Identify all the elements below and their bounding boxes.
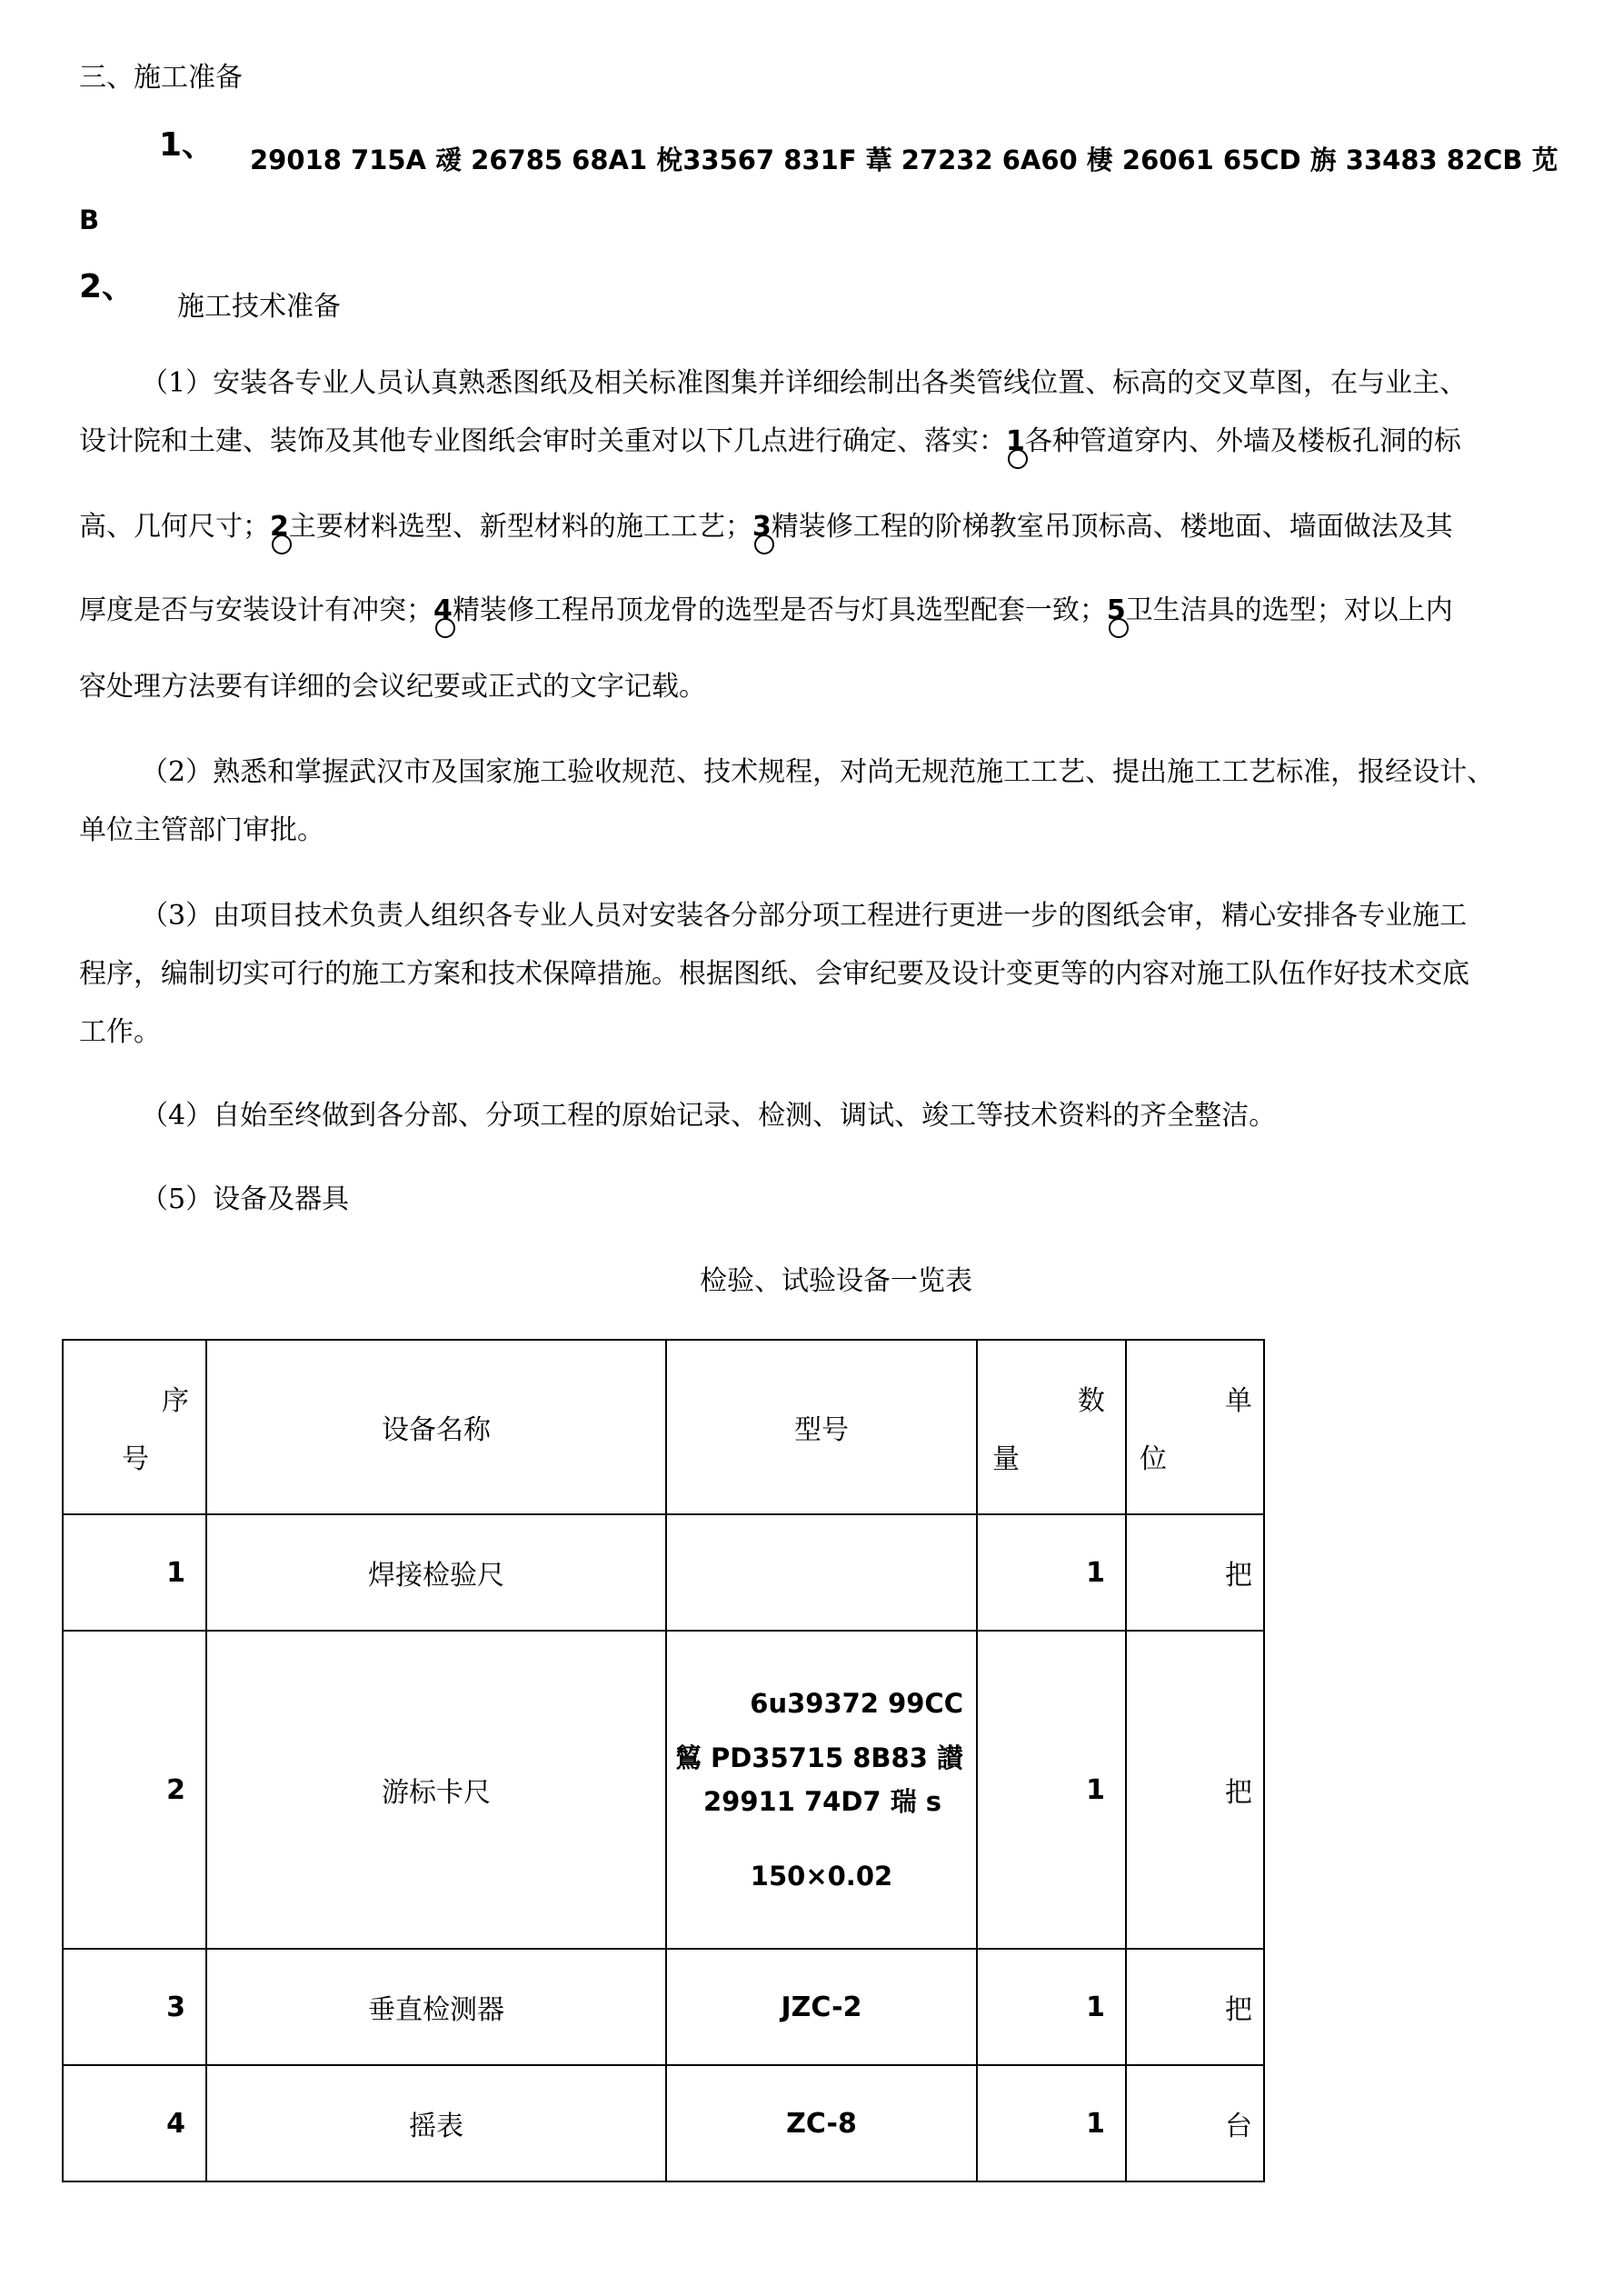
row-unit: 把	[1126, 1949, 1264, 2065]
row-unit: 把	[1126, 1514, 1264, 1631]
header-unit-line-1: 单	[1225, 1385, 1252, 1417]
paragraph-1-line-1: （1）安装各专业人员认真熟悉图纸及相关标准图集并详细绘制出各类管线位置、标高的交叉草图，在与业主、	[141, 367, 1468, 399]
paragraph-1-line-4	[79, 593, 1453, 629]
circled-number-2: 2	[270, 509, 289, 545]
row-model	[666, 1631, 977, 1949]
row-seq: 2	[63, 1631, 206, 1949]
table-caption: 检验、试验设备一览表	[700, 1265, 972, 1297]
paragraph-1-line-5: 容处理方法要有详细的会议纪要或正式的文字记载。	[79, 671, 706, 703]
paragraph-2-line-1: （2）熟悉和掌握武汉市及国家施工验收规范、技术规程，对尚无规范施工工艺、提出施工工艺标准，报经设计、	[141, 756, 1495, 788]
item-2-title: 施工技术准备	[177, 291, 341, 323]
header-name: 设备名称	[206, 1340, 666, 1514]
item-1-number: 1、	[159, 126, 215, 164]
header-seq	[63, 1340, 206, 1514]
table-row	[63, 2065, 1264, 2181]
header-unit-line-2: 位	[1140, 1443, 1167, 1475]
row-name: 摇表	[206, 2065, 666, 2181]
paragraph-4: （4）自始至终做到各分部、分项工程的原始记录、检测、调试、竣工等技术资料的齐全整洁。	[141, 1100, 1277, 1132]
row-name: 焊接检验尺	[206, 1514, 666, 1631]
circled-number-5: 5	[1107, 593, 1126, 629]
paragraph-1-text: 设计院和土建、装饰及其他专业图纸会审时关重对以下几点进行确定、落实：	[79, 425, 1006, 457]
section-title: 三、施工准备	[79, 62, 243, 94]
model-line: 6u39372 99CC	[750, 1688, 963, 1719]
table-row	[63, 1631, 1264, 1949]
header-qty-line-1: 数	[1078, 1385, 1105, 1417]
paragraph-1-line-2	[79, 424, 1461, 460]
row-name: 游标卡尺	[206, 1631, 666, 1949]
row-qty: 1	[977, 1631, 1126, 1949]
circled-number-4: 4	[433, 593, 453, 629]
paragraph-5: （5）设备及器具	[141, 1183, 350, 1215]
row-seq: 4	[63, 2065, 206, 2181]
model-line: 29911 74D7 瑞 s	[703, 1786, 942, 1817]
row-qty: 1	[977, 1514, 1126, 1631]
paragraph-1-text: 各种管道穿内、外墙及楼板孔洞的标	[1024, 425, 1461, 457]
row-model: ZC-8	[666, 2065, 977, 2181]
header-seq-line-1: 序	[162, 1385, 189, 1417]
paragraph-3-line-1: （3）由项目技术负责人组织各专业人员对安装各分部分项工程进行更进一步的图纸会审，精心安排各专业施工	[141, 900, 1468, 932]
table-row	[63, 1514, 1264, 1631]
paragraph-1-text: 卫生洁具的选型；对以上内	[1125, 594, 1453, 626]
item-1-text: 29018 715A 叆 26785 68A1 梲33567 831F 葦 27232 6A60 棲 26061 65CD 旃 33483 82CB 苋	[250, 145, 1558, 175]
item-2-number: 2、	[79, 268, 135, 305]
model-line: 150×0.02	[750, 1861, 893, 1892]
paragraph-1-text: 厚度是否与安装设计有冲突；	[79, 594, 433, 626]
paragraph-2-line-2: 单位主管部门审批。	[79, 814, 324, 846]
row-model: JZC-2	[666, 1949, 977, 2065]
row-name: 垂直检测器	[206, 1949, 666, 2065]
paragraph-1-text: 高、几何尺寸；	[79, 511, 270, 543]
paragraph-3-line-3: 工作。	[79, 1016, 161, 1048]
paragraph-1-text: 精装修工程吊顶龙骨的选型是否与灯具选型配套一致；	[452, 594, 1107, 626]
header-model: 型号	[666, 1340, 977, 1514]
row-seq: 3	[63, 1949, 206, 2065]
paragraph-1-text: 主要材料选型、新型材料的施工工艺；	[288, 511, 752, 543]
header-unit	[1126, 1340, 1264, 1514]
table-row	[63, 1949, 1264, 2065]
row-qty: 1	[977, 1949, 1126, 2065]
row-unit: 把	[1126, 1631, 1264, 1949]
header-qty-line-2: 量	[992, 1443, 1020, 1475]
paragraph-3-line-2: 程序，编制切实可行的施工方案和技术保障措施。根据图纸、会审纪要及设计变更等的内容对施工队伍作好技术交底	[79, 958, 1469, 990]
paragraph-1-text: 精装修工程的阶梯教室吊顶标高、楼地面、墙面做法及其	[771, 511, 1453, 543]
paragraph-1-line-3	[79, 509, 1453, 545]
table-header-row	[63, 1340, 1264, 1514]
item-1-text-continued: B	[79, 205, 100, 235]
model-line: 鶭 PD35715 8B83 讃	[674, 1742, 963, 1773]
circled-number-3: 3	[752, 509, 772, 545]
equipment-table	[62, 1339, 1265, 2182]
header-qty	[977, 1340, 1126, 1514]
circled-number-1: 1	[1006, 424, 1025, 460]
row-unit: 台	[1126, 2065, 1264, 2181]
row-model	[666, 1514, 977, 1631]
header-seq-line-2: 号	[122, 1443, 149, 1475]
row-qty: 1	[977, 2065, 1126, 2181]
row-seq: 1	[63, 1514, 206, 1631]
